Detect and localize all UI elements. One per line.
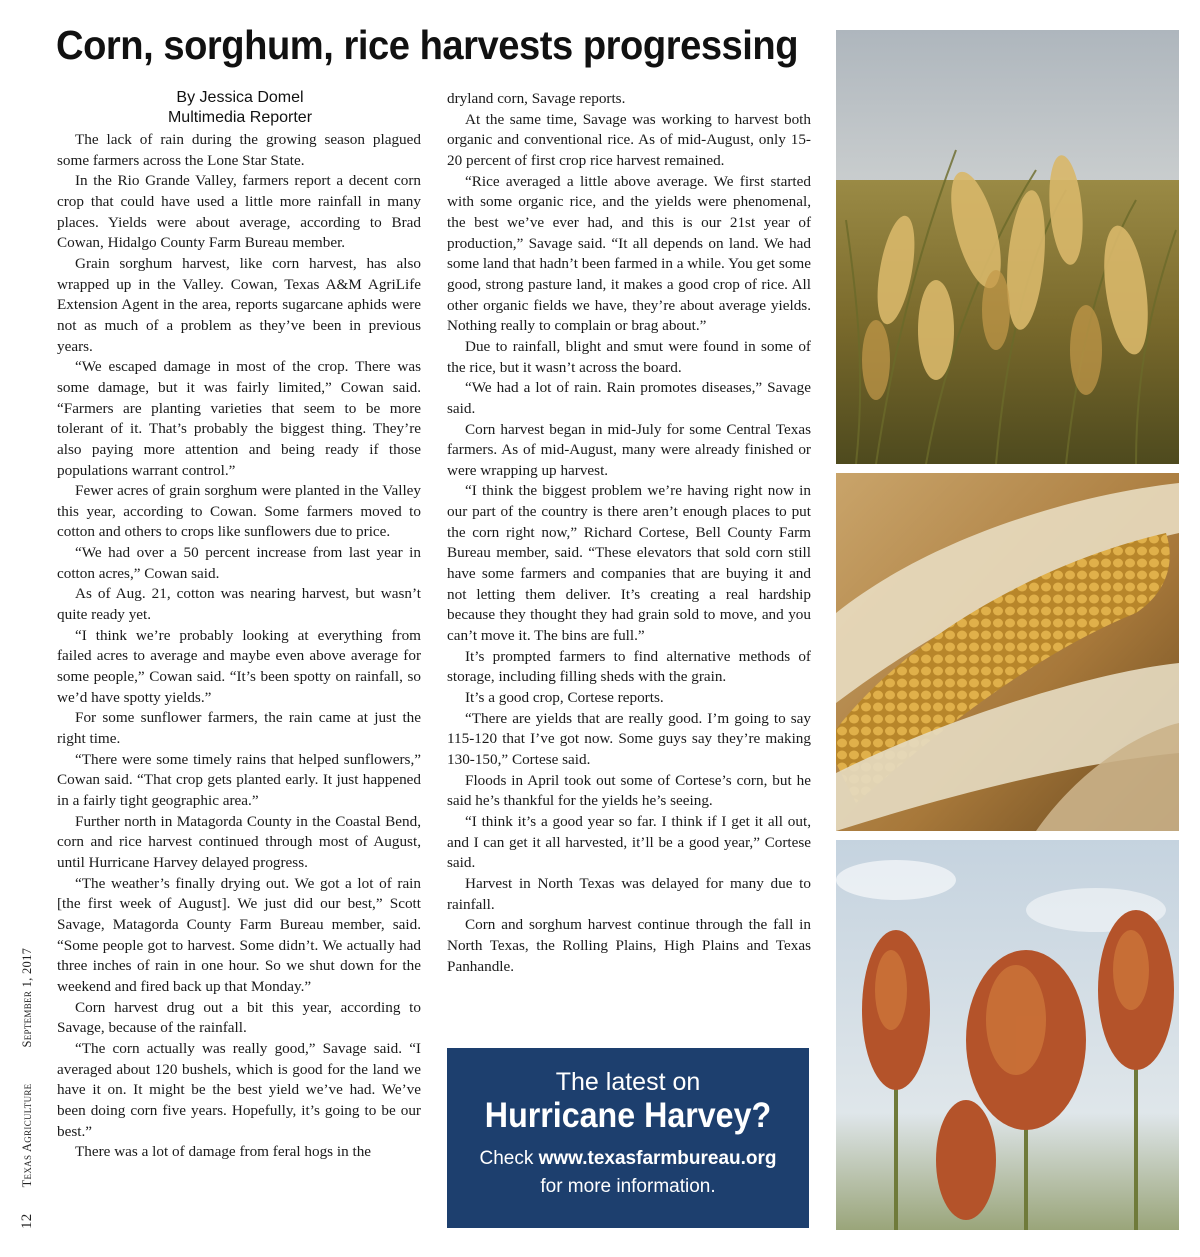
byline — [58, 88, 422, 128]
paragraph: “The weather’s finally drying out. We got a lot of rain [the first week of August]. We just did our best,” Scott Savage, Matagorda County Farm Bureau member, said. “Some people got to harvest. Some didn’t. We actually had three inches of rain in one hour. So we shut down for the weekend and fired back up that Monday.” — [57, 874, 421, 995]
paragraph: “We escaped damage in most of the crop. There was some damage, but it was fairly limited,” Cowan said. “Farmers are planting varieties that seem to be more tolerant of it. That’s probably the biggest thing. They’re also paying more attention and being ready if those populations warrant control.” — [57, 358, 421, 479]
article-column-2 — [447, 89, 811, 977]
ad-line-1: The latest on — [555, 1068, 701, 1096]
paragraph: At the same time, Savage was working to harvest both organic and conventional rice. As of mid-August, only 15-20 percent of first crop rice harvest remained. — [447, 110, 811, 169]
paragraph: “I think it’s a good year so far. I think if I get it all out, and I can get it all harvested, it’ll be a good year,” Cortese said. — [447, 812, 811, 872]
paragraph: Due to rainfall, blight and smut were found in some of the rice, but it wasn’t across the board. — [447, 337, 811, 376]
paragraph: The lack of rain during the growing season plagued some farmers across the Lone Star State. — [57, 131, 421, 169]
paragraph: Corn and sorghum harvest continue through the fall in North Texas, the Rolling Plains, High Plains and Texas Panhandle. — [447, 916, 811, 975]
paragraph: Further north in Matagorda County in the Coastal Bend, corn and rice harvest continued through most of August, until Hurricane Harvey delayed progress. — [57, 812, 421, 871]
paragraph: As of Aug. 21, cotton was nearing harvest, but wasn’t quite ready yet. — [57, 585, 421, 624]
paragraph: Fewer acres of grain sorghum were planted in the Valley this year, according to Cowan. Some farmers moved to cotton and others to crops like sunflowers due to price. — [57, 482, 421, 541]
byline-role: Multimedia Reporter — [167, 109, 313, 126]
paragraph: It’s prompted farmers to find alternative methods of storage, including filling sheds with the grain. — [447, 647, 811, 686]
paragraph: Harvest in North Texas was delayed for many due to rainfall. — [447, 874, 811, 913]
hurricane-harvey-ad — [447, 1048, 809, 1228]
publication-name: Texas Agriculture — [20, 1083, 34, 1188]
issue-date: September 1, 2017 — [20, 947, 34, 1048]
headline: Corn, sorghum, rice harvests progressing — [56, 22, 799, 68]
corn-ear-photo — [836, 473, 1179, 831]
paragraph: For some sunflower farmers, the rain came at just the right time. — [57, 709, 421, 748]
paragraph: “I think we’re probably looking at everything from failed acres to average and maybe even above average for some people,” Cowan said. “It’s been spotty on rainfall, so we’d have spotty yields.” — [57, 626, 421, 706]
paragraph-continued: dryland corn, Savage reports. — [447, 90, 626, 107]
paragraph: “Rice averaged a little above average. We first started with some organic rice, and the yields were phenomenal, the best we’ve ever had, and this is our 21st year of production,” Savage said. “It all depends on land. We had some land that hadn’t been farmed in a while. You get some good, strong pasture land, it makes a good crop of rice. All other organic fields we have, they’re about average yields. Nothing really to complain or brag about.” — [447, 172, 811, 335]
paragraph: “There were some timely rains that helped sunflowers,” Cowan said. “That crop gets planted early. It just happened in a fairly tight geographic area.” — [57, 750, 421, 809]
ad-line-3 — [447, 1148, 809, 1170]
paragraph: In the Rio Grande Valley, farmers report a decent corn crop that could have used a little more rainfall in many places. Yields were about average, according to Brad Cowan, Hidalgo County Farm Bureau member. — [57, 172, 421, 252]
article-column-1 — [57, 130, 421, 1163]
paragraph: “The corn actually was really good,” Savage said. “I averaged about 120 bushels, which is good for the land we have it on. It might be the best yield we’ve had. We’ve been doing corn five years. Hopefully, it’s going to be our best.” — [57, 1039, 421, 1140]
rice-field-photo — [836, 30, 1179, 464]
page-number: 12 — [19, 1213, 35, 1229]
ad-line-4: for more information. — [540, 1176, 716, 1197]
paragraph: It’s a good crop, Cortese reports. — [465, 689, 664, 707]
paragraph: “I think the biggest problem we’re having right now in our part of the country is there aren’t enough places to put the corn right now,” Richard Cortese, Bell County Farm Bureau member, said. “These elevators that sold corn still have some farmers and companies that are buying it and not letting them deliver. It’s creating a real hardship because they thought they had grain sold to move, and you can’t move it. The bins are full.” — [447, 482, 811, 645]
paragraph: Grain sorghum harvest, like corn harvest, has also wrapped up in the Valley. Cowan, Texas A&M AgriLife Extension Agent in the area, reports sugarcane aphids were not as much of a problem as they’ve been in previous years. — [57, 254, 421, 355]
paragraph: Corn harvest began in mid-July for some Central Texas farmers. As of mid-August, many were already finished or were wrapping up harvest. — [447, 420, 811, 479]
paragraph: Floods in April took out some of Cortese’s corn, but he said he’s thankful for the yields he’s seeing. — [447, 771, 811, 810]
paragraph: “We had a lot of rain. Rain promotes diseases,” Savage said. — [447, 379, 811, 417]
page-folio — [19, 829, 56, 1229]
paragraph: There was a lot of damage from feral hogs in the — [75, 1143, 372, 1161]
ad-check-text: Check — [479, 1148, 539, 1169]
ad-url-link[interactable]: www.texasfarmbureau.org — [538, 1148, 777, 1169]
paragraph: “We had over a 50 percent increase from last year in cotton acres,” Cowan said. — [57, 544, 421, 582]
byline-author: By Jessica Domel — [176, 89, 304, 106]
sorghum-field-photo — [836, 840, 1179, 1230]
ad-headline: Hurricane Harvey? — [484, 1096, 772, 1135]
paragraph: Corn harvest drug out a bit this year, according to Savage, because of the rainfall. — [57, 998, 421, 1037]
paragraph: “There are yields that are really good. I’m going to say 115-120 that I’ve got now. Some guys say they’re making 130-150,” Cortese said. — [447, 709, 811, 768]
